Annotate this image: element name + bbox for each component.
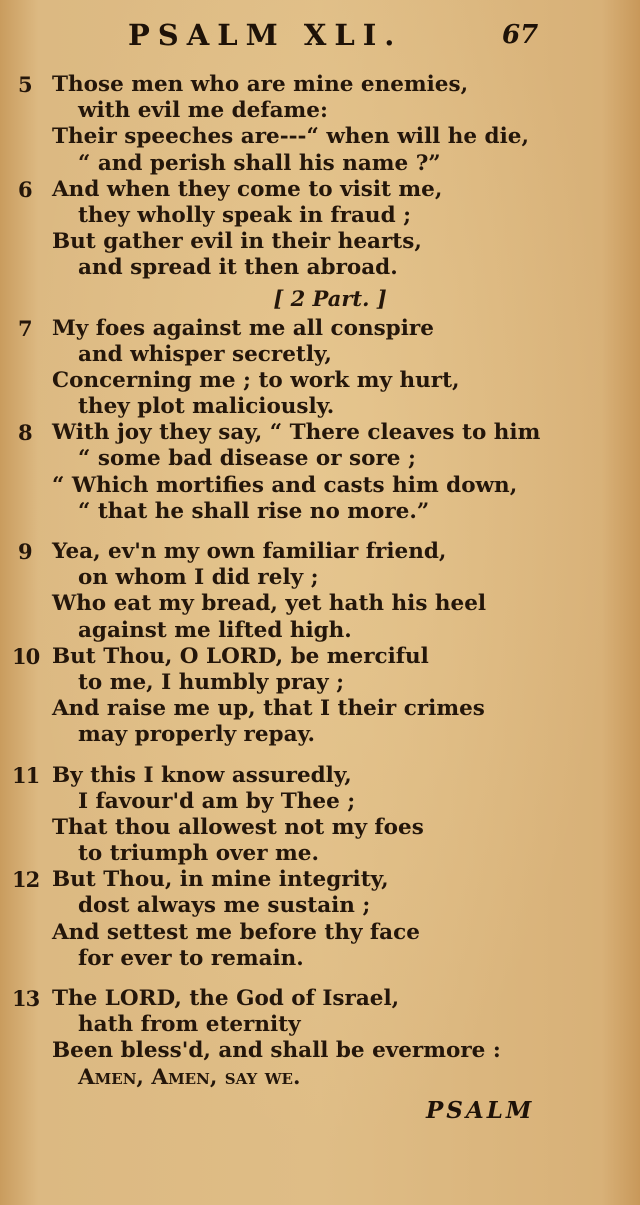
verse-5 [0, 72, 640, 177]
verse-line: By this I know assuredly, [52, 762, 352, 788]
verse-line: Their speeches are---“ when will he die, [52, 124, 529, 150]
verse-line: Yea, ev'n my own familiar friend, [52, 539, 447, 564]
verse-line: And settest me before thy face [52, 919, 420, 945]
verse-line: and spread it then abroad. [78, 255, 398, 281]
verse-13 [0, 986, 640, 1091]
verse-line: Amen, Amen, say we. [78, 1064, 301, 1090]
verse-line: hath from eternity [78, 1012, 301, 1038]
verse-line: Concerning me ; to work my hurt, [52, 367, 460, 393]
verse-line: “ and perish shall his name ?” [78, 150, 441, 176]
verse-8 [0, 420, 640, 525]
verse-line: The LORD, the God of Israel, [52, 986, 400, 1011]
verse-line: I favour'd am by Thee ; [78, 788, 356, 814]
verse-line: with evil me defame: [78, 98, 328, 124]
verse-number: 5 [18, 72, 33, 97]
verse-9 [0, 539, 640, 644]
part-heading: [ 2 Part. ] [273, 285, 387, 311]
verse-line: for ever to remain. [78, 945, 304, 971]
verse-line: Who eat my bread, yet hath his heel [52, 591, 487, 617]
verse-number: 6 [18, 176, 33, 202]
verse-line: to me, I humbly pray ; [78, 669, 345, 695]
verse-line: on whom I did rely ; [78, 565, 319, 591]
verse-line: My foes against me all conspire [52, 315, 434, 341]
verse-line: they plot maliciously. [78, 394, 335, 420]
verse-number: 7 [18, 315, 33, 341]
verse-number: 8 [18, 420, 33, 446]
verse-7 [0, 316, 640, 421]
verse-line: That thou allowest not my foes [52, 814, 424, 840]
verse-line: With joy they say, “ There cleaves to him [52, 420, 541, 446]
verse-number: 10 [12, 643, 40, 669]
verse-line: But gather evil in their hearts, [52, 229, 422, 255]
psalm-text [0, 72, 640, 1091]
verse-6 [0, 177, 640, 282]
verse-line: And when they come to visit me, [52, 176, 443, 202]
verse-line: they wholly speak in fraud ; [78, 202, 412, 228]
verse-line: to triumph over me. [78, 841, 319, 867]
catchword: PSALM [426, 1097, 535, 1124]
verse-number: 13 [12, 986, 40, 1011]
verse-line: “ some bad disease or sore ; [78, 446, 416, 472]
verse-11 [0, 763, 640, 868]
verse-line: But Thou, O LORD, be merciful [52, 643, 429, 669]
verse-number: 9 [18, 539, 33, 564]
page-number: 67 [502, 20, 539, 50]
verse-number: 11 [12, 762, 40, 788]
page-header [0, 18, 640, 58]
verse-12 [0, 867, 640, 972]
verse-line: “ that he shall rise no more.” [78, 498, 430, 524]
verse-line: against me lifted high. [78, 617, 352, 643]
verse-line: may properly repay. [78, 722, 316, 748]
verse-line: And raise me up, that I their crimes [52, 696, 485, 722]
verse-line: Been bless'd, and shall be evermore : [52, 1038, 501, 1064]
verse-10 [0, 644, 640, 749]
running-title: PSALM XLI. [128, 18, 403, 52]
verse-line: But Thou, in mine integrity, [52, 867, 389, 893]
verse-line: and whisper secretly, [78, 341, 332, 367]
verse-line: “ Which mortifies and casts him down, [52, 472, 518, 498]
verse-line: Those men who are mine enemies, [52, 72, 469, 97]
verse-line: dost always me sustain ; [78, 893, 371, 919]
verse-number: 12 [12, 867, 40, 893]
